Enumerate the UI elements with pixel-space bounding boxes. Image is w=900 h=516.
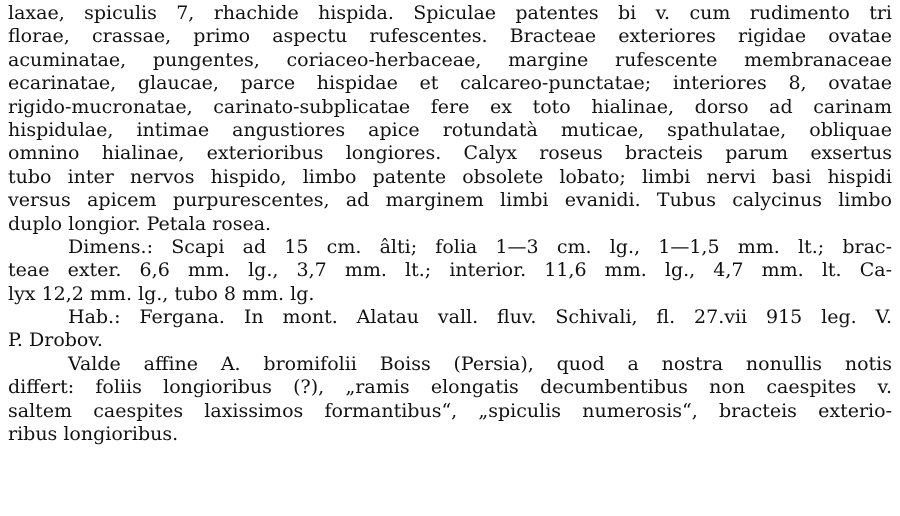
text-line: tubo inter nervos hispido, limbo patente obsolete lobato; limbi nervi basi hispidi <box>8 165 892 188</box>
text-line: omnino hialinae, exterioribus longiores. Calyx roseus bracteis parum exsertus <box>8 142 892 165</box>
text-line: duplo longior. Petala rosea. <box>8 212 272 235</box>
text-line: laxae, spiculis 7, rhachide hispida. Spiculae patentes bi v. cum rudimento tri <box>8 2 892 24</box>
text-line: versus apicem purpurescentes, ad marginem limbi evanidi. Tubus calycinus limbo <box>8 189 892 212</box>
dimensions-line: Dimens.: Scapi ad 15 cm. âlti; folia 1—3 cm. lg., 1—1,5 mm. lt.; brac- <box>68 235 892 258</box>
text-line: ecarinatae, glaucae, parce hispidae et calcareo-punctatae; interiores 8, ovatae <box>8 72 892 95</box>
text-line: acuminatae, pungentes, coriaceo-herbaceae, margine rufescente membranaceae <box>8 48 892 71</box>
text-line: hispidulae, intimae angustiores apice rotundatà muticae, spathulatae, obliquae <box>8 118 892 141</box>
note-line: Valde affine A. bromifolii Boiss (Persia), quod a nostra nonullis notis <box>68 352 892 375</box>
text-line: lyx 12,2 mm. lg., tubo 8 mm. lg. <box>8 282 315 305</box>
text-line: ribus longioribus. <box>8 423 179 446</box>
habitat-line: Hab.: Fergana. In mont. Alatau vall. fluv. Schivali, fl. 27.vii 915 leg. V. <box>68 306 892 329</box>
text-line: saltem caespites laxissimos formantibus“, „spiculis numerosis“, bracteis exterio- <box>8 399 892 422</box>
text-line: P. Drobov. <box>8 329 103 352</box>
text-line: teae exter. 6,6 mm. lg., 3,7 mm. lt.; interior. 11,6 mm. lg., 4,7 mm. lt. Ca- <box>8 259 892 282</box>
text-line: florae, crassae, primo aspectu rufescentes. Bracteae exteriores rigidae ovatae <box>8 25 892 48</box>
document-page <box>8 2 892 514</box>
text-line: rigido-mucronatae, carinato-subplicatae fere ex toto hialinae, dorso ad carinam <box>8 95 892 118</box>
text-line: differt: foliis longioribus (?), „ramis elongatis decumbentibus non caespites v. <box>8 376 892 399</box>
